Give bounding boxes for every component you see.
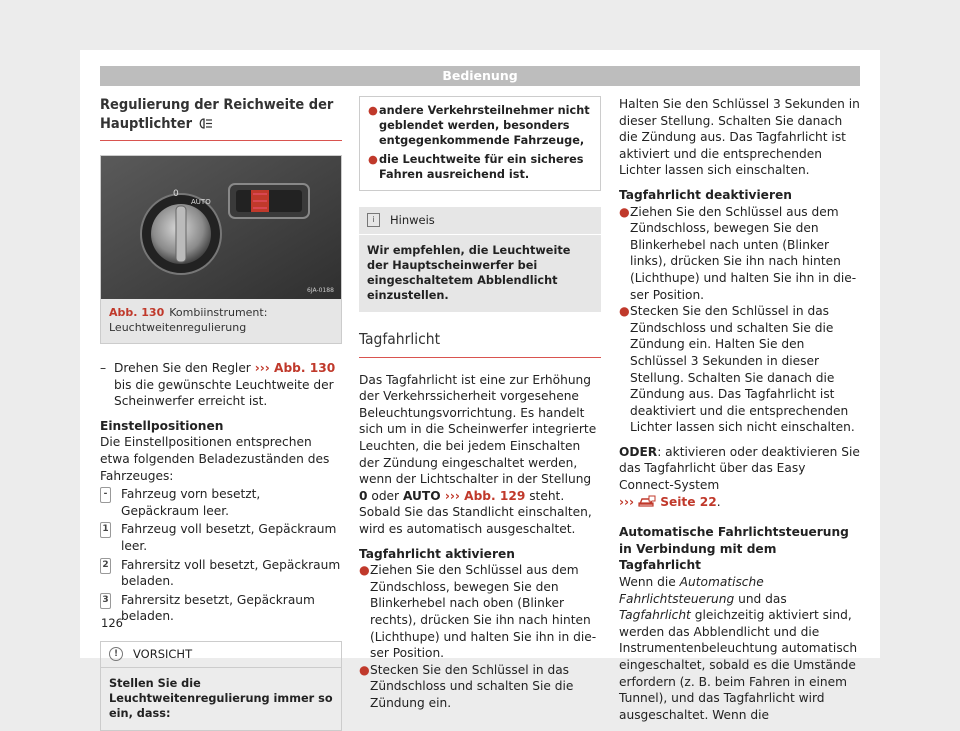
position-key: - — [100, 487, 111, 503]
figure-130 — [100, 155, 342, 344]
ref-link-abb-130[interactable]: Abb. 130 — [269, 361, 336, 375]
warning-bullet: ● die Leuchtweite für ein sicheres Fahren ausreichend ist. — [368, 153, 584, 181]
auto-light-text: Wenn die Automatische Fahrlichtsteuerung und das Tagfahrlicht gleichzeitig aktiviert sind, werden das Abblendlicht und die Instrumentenbeleuchtung automatisch eingeschaltet, sobald es die Umstände erfordern (z. B. beim Fahren in einem Tunnel), und das Tagfahrlicht wird ausgeschaltet. Wenn die — [619, 575, 858, 722]
image-code: 6JA-0188 — [307, 287, 334, 294]
warning-box — [100, 641, 342, 731]
activate-continuation: Halten Sie den Schlüssel 3 Sekunden in dieser Stellung. Schalten Sie danach die Zündung aus. Das Tagfahrlicht ist aktiviert und die entsprechenden Lichter lassen sich einschalten. — [619, 97, 860, 178]
section-title-daytime-light: Tagfahrlicht — [359, 330, 601, 358]
car-settings-icon — [638, 495, 656, 508]
light-switch-illustration — [101, 156, 341, 299]
warning-icon: ! — [109, 647, 123, 661]
hint-text: Wir empfehlen, die Leuchtweite der Hauptscheinwerfer bei eingeschaltetem Abblendlicht einzustellen. — [367, 243, 571, 302]
caption-text: Kombiinstrument: Leuchtweitenregulierung — [109, 306, 268, 334]
deactivate-heading: Tagfahrlicht deaktivieren — [619, 187, 792, 202]
warning-label: VORSICHT — [133, 646, 193, 661]
position-item: 3 Fahrersitz besetzt, Gepäckraum beladen. — [100, 592, 342, 625]
positions-intro: Die Einstellpositionen entsprechen etwa folgenden Beladezuständen des Fahrzeuges: — [100, 435, 330, 483]
knob-auto-label: AUTO — [191, 198, 211, 206]
warning-bullet: ● andere Verkehrsteilnehmer nicht geblendet werden, besonders entgegenkommende Fahrzeuge, — [368, 104, 590, 147]
column-3 — [619, 96, 861, 723]
warning-text: Stellen Sie die Leuchtweitenregulierung immer so ein, dass: — [109, 676, 333, 720]
figure-caption — [101, 299, 341, 343]
deactivate-bullet: ● Ziehen Sie den Schlüssel aus dem Zündschloss, bewegen Sie den Blinkerhebel nach unten (Blinker links), drücken Sie ihn nach hinten (Lichthupe) und halten Sie ihn in dieser Position. — [619, 204, 857, 302]
info-icon: i — [367, 213, 380, 227]
position-key: 3 — [100, 593, 111, 609]
headlight-range-icon — [197, 117, 213, 130]
position-key: 2 — [100, 558, 111, 574]
positions-heading: Einstellpositionen — [100, 418, 224, 433]
chapter-header: Bedienung — [100, 66, 860, 86]
warning-continuation — [359, 96, 601, 191]
section-title-headlight-range: Regulierung der Reichweite der Hauptlichter — [100, 96, 342, 141]
page-number: 126 — [101, 616, 123, 630]
oder-paragraph: ODER: aktivieren oder deaktivieren Sie das Tagfahrlicht über das Easy Connect-System ››› Seite 22. — [619, 444, 860, 509]
position-key: 1 — [100, 522, 111, 538]
position-item: - Fahrzeug vorn besetzt, Gepäckraum leer. — [100, 486, 342, 519]
position-item: 1 Fahrzeug voll besetzt, Gepäckraum leer. — [100, 521, 342, 554]
deactivate-bullet: ● Stecken Sie den Schlüssel in das Zündschloss und schalten Sie die Zündung ein. Halten Sie den Schlüssel 3 Sekunden in dieser Stellung. Schalten Sie danach die Zündung aus. Das Tagfahrlicht ist deaktiviert und die entsprechenden Lichter lassen sich nicht einschalten. — [619, 304, 855, 435]
activate-bullet: ● Ziehen Sie den Schlüssel aus dem Zündschloss, bewegen Sie den Blinkerhebel nach oben (Blinker rechts), drücken Sie ihn nach hinten (Lichthupe) und halten Sie ihn in dieser Position. — [359, 563, 597, 661]
knob-zero-label: 0 — [173, 189, 179, 199]
ref-link-abb-129[interactable]: Abb. 129 — [459, 488, 526, 503]
auto-light-heading: Automatische Fahrlichtsteuerung in Verbindung mit dem Tagfahrlicht — [619, 525, 849, 573]
position-item: 2 Fahrersitz voll besetzt, Gepäckraum beladen. — [100, 557, 342, 590]
ref-link-seite-22[interactable]: Seite 22 — [655, 494, 717, 509]
hint-box — [359, 207, 601, 312]
column-1 — [100, 96, 342, 731]
activate-heading: Tagfahrlicht aktivieren — [359, 546, 515, 561]
ref-arrows: ››› — [254, 361, 270, 375]
hint-label: Hinweis — [390, 213, 435, 227]
daytime-light-intro: Das Tagfahrlicht ist eine zur Erhöhung der Verkehrssicherheit vorgesehene Beleuchtungsvorrichtung. Es handelt sich um in die Scheinwerfer integrierte Leuchten, die bei jedem Einschalten der Zündung eingeschaltet werden, wenn der Lichtschalter in der Stellung 0 oder AUTO ››› Abb. 129 steht. Sobald Sie das Standlicht einschalten, wird es automatisch ausgeschaltet. — [359, 372, 597, 536]
column-2 — [359, 96, 601, 711]
step-turn-knob: – Drehen Sie den Regler ››› Abb. 130 bis die gewünschte Leuchtweite der Scheinwerfer erreicht ist. — [100, 361, 336, 409]
caption-number: Abb. 130 — [109, 306, 165, 319]
activate-bullet: ● Stecken Sie den Schlüssel in das Zündschloss und schalten Sie die Zündung ein. — [359, 662, 574, 710]
